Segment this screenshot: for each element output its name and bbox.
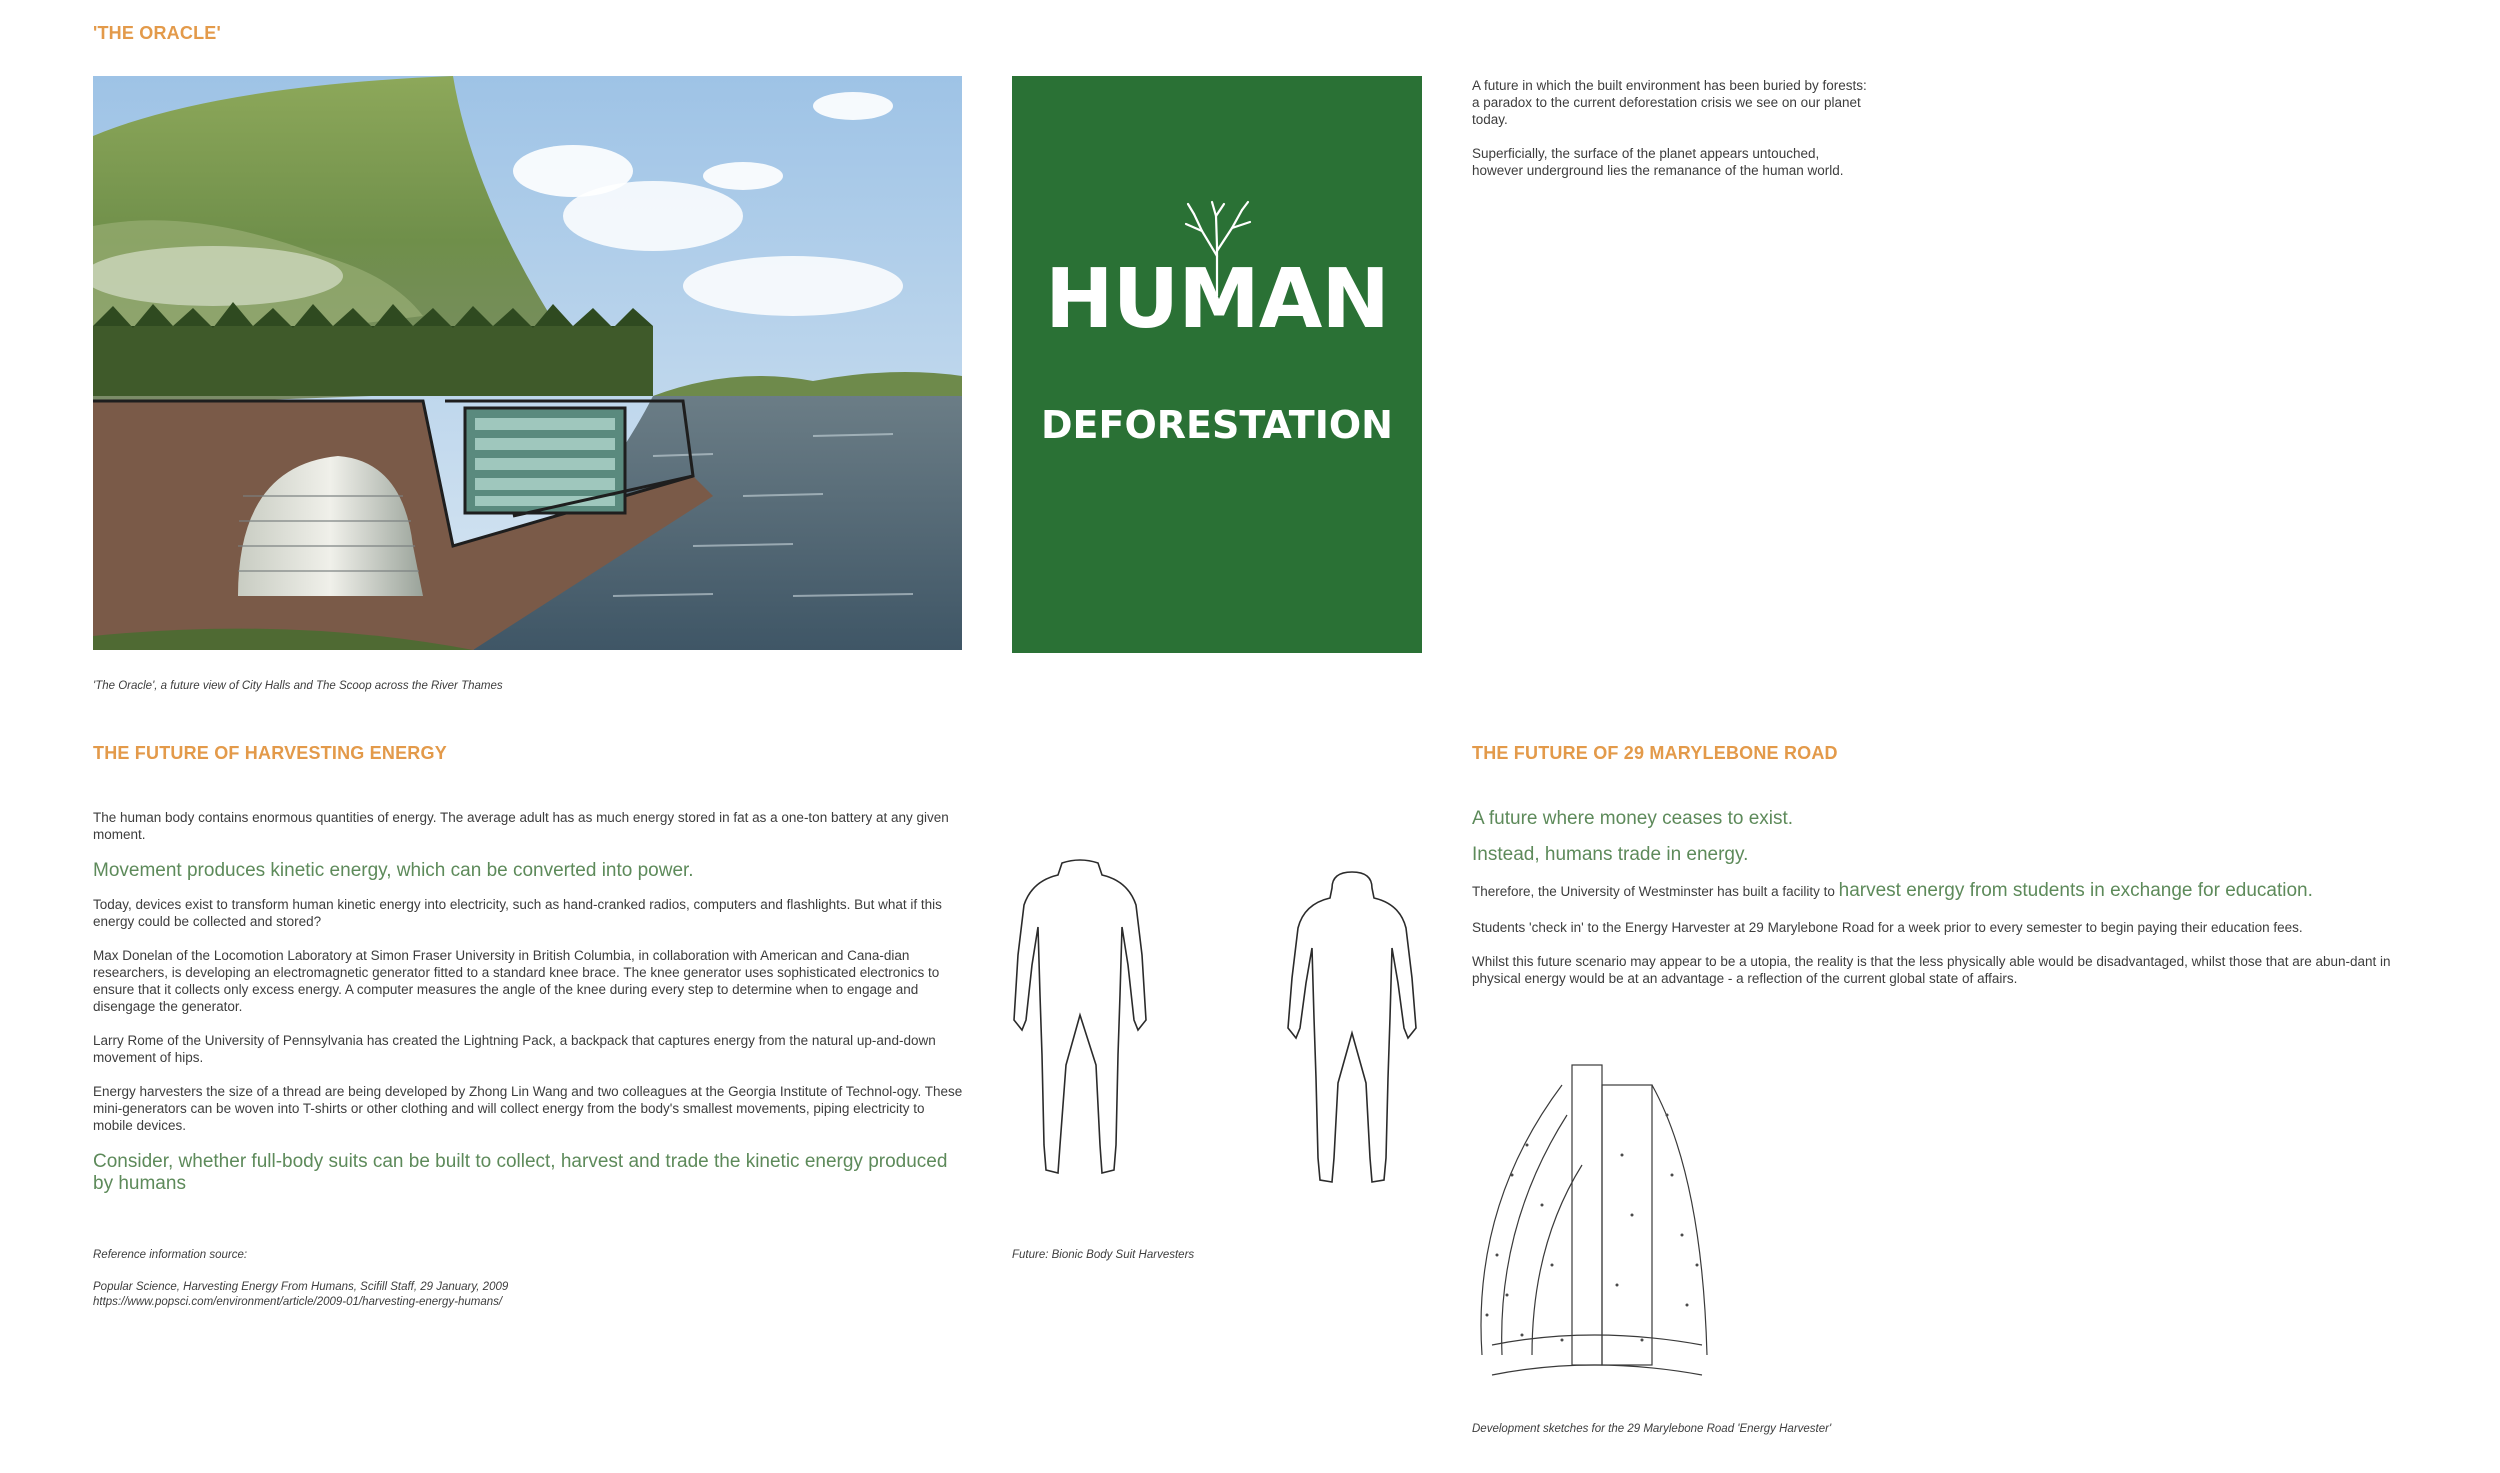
marylebone-paragraph-3: Whilst this future scenario may appear to be a utopia, the reality is that the less physically able would be disadvantaged, whilst those that are abun-dant in physical energy would be at an advantage - a reflection of the current global state of affairs. [1472,954,2391,986]
harvesting-paragraph-1: The human body contains enormous quantities of energy. The average adult has as much energy stored in fat as a one-ton battery at any given moment. [93,810,949,842]
marylebone-paragraph-1 [1472,880,2422,902]
reference-line-1: Popular Science, Harvesting Energy From Humans, Scifill Staff, 29 January, 2009 [93,1281,509,1293]
intro-text [1472,77,1872,179]
body-suit-front-drawing [1010,855,1150,1185]
marylebone-highlight-1: A future where money ceases to exist. [1472,808,1794,829]
intro-paragraph-1: A future in which the built environment has been buried by forests: a paradox to the current deforestation crisis we see on our planet today. [1472,78,1867,127]
oracle-heading: 'THE ORACLE' [93,23,221,43]
marylebone-body [1472,808,2422,987]
harvesting-heading: THE FUTURE OF HARVESTING ENERGY [93,743,447,763]
reference-label: Reference information source: [93,1249,248,1261]
reference-link[interactable]: https://www.popsci.com/environment/article/2009-01/harvesting-energy-humans/ [93,1296,503,1308]
cover-subtitle: DEFORESTATION [1041,403,1393,447]
suits-caption: Future: Bionic Body Suit Harvesters [1012,1249,1195,1261]
marylebone-paragraph-1-highlight: harvest energy from students in exchange for education. [1838,880,2313,901]
marylebone-paragraph-1-text: Therefore, the University of Westminster has built a facility to [1472,884,1839,899]
harvesting-highlight-1: Movement produces kinetic energy, which can be converted into power. [93,860,694,881]
harvesting-paragraph-3: Max Donelan of the Locomotion Laboratory at Simon Fraser University in British Columbia, in collaboration with American and Cana-dian researchers, is developing an electromagnetic generator fitted to a standard knee brace. The knee generator uses sophisticated electronics to ensure that it collects only excess energy. A computer measures the angle of the knee during every step to determine when to engage and disengage the generator. [93,948,940,1014]
marylebone-highlight-2: Instead, humans trade in energy. [1472,844,1749,865]
cover-panel [1012,76,1422,653]
sketch-caption: Development sketches for the 29 Marylebone Road 'Energy Harvester' [1472,1423,1832,1435]
harvesting-body [93,809,963,1209]
oracle-landscape-image [93,76,962,650]
harvesting-paragraph-4: Larry Rome of the University of Pennsylvania has created the Lightning Pack, a backpack that captures energy from the natural up-and-down movement of hips. [93,1033,936,1065]
marylebone-paragraph-2: Students 'check in' to the Energy Harvester at 29 Marylebone Road for a week prior to every semester to begin paying their education fees. [1472,920,2303,935]
intro-paragraph-2: Superficially, the surface of the planet appears untouched, however underground lies the remanance of the human world. [1472,146,1844,178]
body-suit-back-drawing [1282,868,1422,1188]
cover-title: HUMAN [1045,252,1389,347]
marylebone-heading: THE FUTURE OF 29 MARYLEBONE ROAD [1472,743,1838,763]
energy-harvester-sketch [1472,1055,1722,1395]
oracle-image-caption: 'The Oracle', a future view of City Halls and The Scoop across the River Thames [93,680,503,692]
harvesting-paragraph-2: Today, devices exist to transform human kinetic energy into electricity, such as hand-cranked radios, computers and flashlights. But what if this energy could be collected and stored? [93,897,942,929]
harvesting-highlight-2: Consider, whether full-body suits can be built to collect, harvest and trade the kinetic energy produced by humans [93,1151,948,1194]
harvesting-paragraph-5: Energy harvesters the size of a thread are being developed by Zhong Lin Wang and two colleagues at the Georgia Institute of Technol-ogy. These mini-generators can be woven into T-shirts or other clothing and will collect energy from the body's smallest movements, piping electricity to mobile devices. [93,1084,963,1133]
